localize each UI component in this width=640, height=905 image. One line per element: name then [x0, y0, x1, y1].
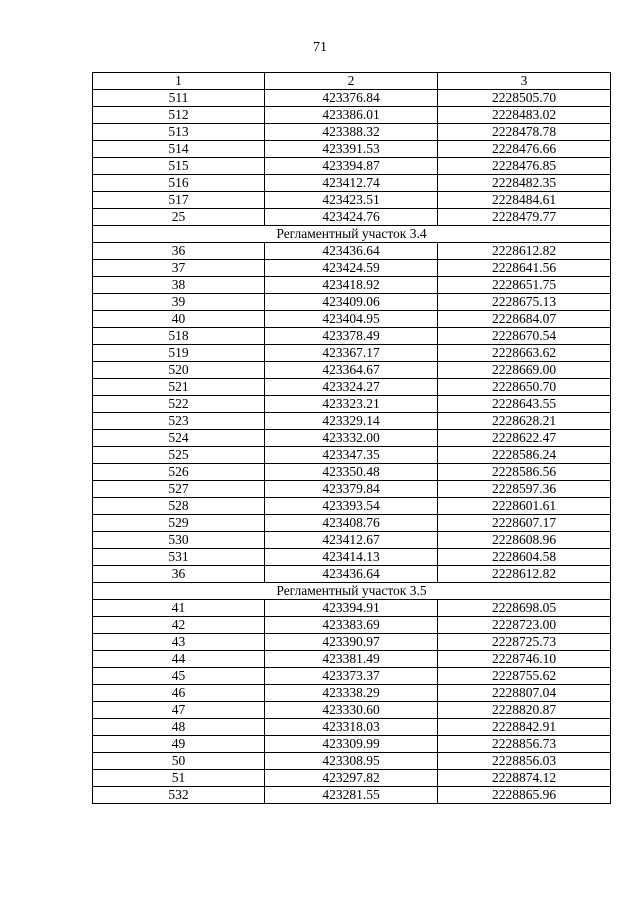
x-coordinate-cell: 423297.82 — [265, 770, 438, 787]
point-number-cell: 50 — [93, 753, 265, 770]
x-coordinate-cell: 423378.49 — [265, 328, 438, 345]
table-header-row — [93, 73, 611, 90]
x-coordinate-cell: 423332.00 — [265, 430, 438, 447]
x-coordinate-cell: 423423.51 — [265, 192, 438, 209]
point-number-cell: 529 — [93, 515, 265, 532]
point-number-cell: 522 — [93, 396, 265, 413]
y-coordinate-cell: 2228856.73 — [438, 736, 611, 753]
y-coordinate-cell: 2228612.82 — [438, 243, 611, 260]
y-coordinate-cell: 2228612.82 — [438, 566, 611, 583]
table-row — [93, 498, 611, 515]
x-coordinate-cell: 423393.54 — [265, 498, 438, 515]
point-number-cell: 47 — [93, 702, 265, 719]
table-row — [93, 617, 611, 634]
x-coordinate-cell: 423408.76 — [265, 515, 438, 532]
x-coordinate-cell: 423424.76 — [265, 209, 438, 226]
table-row — [93, 753, 611, 770]
table-row — [93, 719, 611, 736]
table-row — [93, 379, 611, 396]
x-coordinate-cell: 423329.14 — [265, 413, 438, 430]
table-row — [93, 277, 611, 294]
y-coordinate-cell: 2228586.24 — [438, 447, 611, 464]
y-coordinate-cell: 2228607.17 — [438, 515, 611, 532]
x-coordinate-cell: 423373.37 — [265, 668, 438, 685]
table-row — [93, 685, 611, 702]
x-coordinate-cell: 423379.84 — [265, 481, 438, 498]
table-row — [93, 651, 611, 668]
point-number-cell: 43 — [93, 634, 265, 651]
x-coordinate-cell: 423323.21 — [265, 396, 438, 413]
point-number-cell: 25 — [93, 209, 265, 226]
x-coordinate-cell: 423308.95 — [265, 753, 438, 770]
x-coordinate-cell: 423364.67 — [265, 362, 438, 379]
table-row — [93, 447, 611, 464]
point-number-cell: 528 — [93, 498, 265, 515]
y-coordinate-cell: 2228484.61 — [438, 192, 611, 209]
point-number-cell: 521 — [93, 379, 265, 396]
table-row — [93, 787, 611, 804]
point-number-cell: 36 — [93, 243, 265, 260]
header-cell-y: 3 — [438, 73, 611, 90]
table-row — [93, 668, 611, 685]
point-number-cell: 520 — [93, 362, 265, 379]
point-number-cell: 38 — [93, 277, 265, 294]
y-coordinate-cell: 2228723.00 — [438, 617, 611, 634]
x-coordinate-cell: 423409.06 — [265, 294, 438, 311]
x-coordinate-cell: 423338.29 — [265, 685, 438, 702]
header-cell-point: 1 — [93, 73, 265, 90]
point-number-cell: 515 — [93, 158, 265, 175]
y-coordinate-cell: 2228807.04 — [438, 685, 611, 702]
table-row — [93, 311, 611, 328]
x-coordinate-cell: 423404.95 — [265, 311, 438, 328]
table-row — [93, 260, 611, 277]
table-row — [93, 175, 611, 192]
section-header-row — [93, 583, 611, 600]
table-row — [93, 362, 611, 379]
table-row — [93, 141, 611, 158]
point-number-cell: 36 — [93, 566, 265, 583]
y-coordinate-cell: 2228476.85 — [438, 158, 611, 175]
x-coordinate-cell: 423390.97 — [265, 634, 438, 651]
x-coordinate-cell: 423418.92 — [265, 277, 438, 294]
x-coordinate-cell: 423436.64 — [265, 243, 438, 260]
y-coordinate-cell: 2228874.12 — [438, 770, 611, 787]
y-coordinate-cell: 2228698.05 — [438, 600, 611, 617]
table-row — [93, 396, 611, 413]
section-title: Регламентный участок 3.4 — [93, 226, 611, 243]
x-coordinate-cell: 423350.48 — [265, 464, 438, 481]
y-coordinate-cell: 2228651.75 — [438, 277, 611, 294]
x-coordinate-cell: 423281.55 — [265, 787, 438, 804]
y-coordinate-cell: 2228628.21 — [438, 413, 611, 430]
point-number-cell: 42 — [93, 617, 265, 634]
x-coordinate-cell: 423381.49 — [265, 651, 438, 668]
table-row — [93, 532, 611, 549]
table-row — [93, 294, 611, 311]
coordinates-table — [92, 72, 611, 804]
y-coordinate-cell: 2228643.55 — [438, 396, 611, 413]
y-coordinate-cell: 2228755.62 — [438, 668, 611, 685]
y-coordinate-cell: 2228820.87 — [438, 702, 611, 719]
x-coordinate-cell: 423414.13 — [265, 549, 438, 566]
section-header-row — [93, 226, 611, 243]
page-number: 71 — [313, 40, 327, 55]
y-coordinate-cell: 2228650.70 — [438, 379, 611, 396]
y-coordinate-cell: 2228601.61 — [438, 498, 611, 515]
y-coordinate-cell: 2228865.96 — [438, 787, 611, 804]
point-number-cell: 39 — [93, 294, 265, 311]
y-coordinate-cell: 2228641.56 — [438, 260, 611, 277]
x-coordinate-cell: 423412.67 — [265, 532, 438, 549]
point-number-cell: 45 — [93, 668, 265, 685]
x-coordinate-cell: 423388.32 — [265, 124, 438, 141]
point-number-cell: 513 — [93, 124, 265, 141]
point-number-cell: 527 — [93, 481, 265, 498]
table-row — [93, 634, 611, 651]
table-row — [93, 464, 611, 481]
x-coordinate-cell: 423436.64 — [265, 566, 438, 583]
point-number-cell: 518 — [93, 328, 265, 345]
table-body — [93, 90, 611, 804]
table-row — [93, 209, 611, 226]
y-coordinate-cell: 2228597.36 — [438, 481, 611, 498]
x-coordinate-cell: 423330.60 — [265, 702, 438, 719]
y-coordinate-cell: 2228675.13 — [438, 294, 611, 311]
y-coordinate-cell: 2228725.73 — [438, 634, 611, 651]
y-coordinate-cell: 2228586.56 — [438, 464, 611, 481]
point-number-cell: 514 — [93, 141, 265, 158]
y-coordinate-cell: 2228746.10 — [438, 651, 611, 668]
y-coordinate-cell: 2228856.03 — [438, 753, 611, 770]
point-number-cell: 523 — [93, 413, 265, 430]
x-coordinate-cell: 423318.03 — [265, 719, 438, 736]
header-cell-x: 2 — [265, 73, 438, 90]
x-coordinate-cell: 423309.99 — [265, 736, 438, 753]
y-coordinate-cell: 2228670.54 — [438, 328, 611, 345]
table-row — [93, 549, 611, 566]
y-coordinate-cell: 2228622.47 — [438, 430, 611, 447]
point-number-cell: 41 — [93, 600, 265, 617]
x-coordinate-cell: 423383.69 — [265, 617, 438, 634]
table-row — [93, 107, 611, 124]
y-coordinate-cell: 2228483.02 — [438, 107, 611, 124]
table-row — [93, 158, 611, 175]
point-number-cell: 44 — [93, 651, 265, 668]
x-coordinate-cell: 423412.74 — [265, 175, 438, 192]
table-row — [93, 481, 611, 498]
x-coordinate-cell: 423394.91 — [265, 600, 438, 617]
y-coordinate-cell: 2228669.00 — [438, 362, 611, 379]
point-number-cell: 531 — [93, 549, 265, 566]
x-coordinate-cell: 423391.53 — [265, 141, 438, 158]
table-row — [93, 600, 611, 617]
y-coordinate-cell: 2228842.91 — [438, 719, 611, 736]
point-number-cell: 525 — [93, 447, 265, 464]
table-row — [93, 430, 611, 447]
table-row — [93, 770, 611, 787]
point-number-cell: 530 — [93, 532, 265, 549]
table-row — [93, 566, 611, 583]
table-row — [93, 736, 611, 753]
y-coordinate-cell: 2228478.78 — [438, 124, 611, 141]
table-row — [93, 328, 611, 345]
point-number-cell: 516 — [93, 175, 265, 192]
x-coordinate-cell: 423424.59 — [265, 260, 438, 277]
point-number-cell: 37 — [93, 260, 265, 277]
point-number-cell: 532 — [93, 787, 265, 804]
x-coordinate-cell: 423347.35 — [265, 447, 438, 464]
y-coordinate-cell: 2228663.62 — [438, 345, 611, 362]
table-row — [93, 413, 611, 430]
x-coordinate-cell: 423324.27 — [265, 379, 438, 396]
x-coordinate-cell: 423367.17 — [265, 345, 438, 362]
y-coordinate-cell: 2228479.77 — [438, 209, 611, 226]
y-coordinate-cell: 2228476.66 — [438, 141, 611, 158]
y-coordinate-cell: 2228505.70 — [438, 90, 611, 107]
x-coordinate-cell: 423394.87 — [265, 158, 438, 175]
x-coordinate-cell: 423386.01 — [265, 107, 438, 124]
table-row — [93, 243, 611, 260]
point-number-cell: 48 — [93, 719, 265, 736]
table-row — [93, 702, 611, 719]
y-coordinate-cell: 2228604.58 — [438, 549, 611, 566]
point-number-cell: 526 — [93, 464, 265, 481]
table-row — [93, 124, 611, 141]
x-coordinate-cell: 423376.84 — [265, 90, 438, 107]
point-number-cell: 51 — [93, 770, 265, 787]
table-row — [93, 90, 611, 107]
table-row — [93, 515, 611, 532]
table-row — [93, 192, 611, 209]
point-number-cell: 517 — [93, 192, 265, 209]
point-number-cell: 519 — [93, 345, 265, 362]
point-number-cell: 512 — [93, 107, 265, 124]
y-coordinate-cell: 2228684.07 — [438, 311, 611, 328]
point-number-cell: 40 — [93, 311, 265, 328]
point-number-cell: 49 — [93, 736, 265, 753]
y-coordinate-cell: 2228482.35 — [438, 175, 611, 192]
point-number-cell: 511 — [93, 90, 265, 107]
table-row — [93, 345, 611, 362]
section-title: Регламентный участок 3.5 — [93, 583, 611, 600]
point-number-cell: 524 — [93, 430, 265, 447]
point-number-cell: 46 — [93, 685, 265, 702]
y-coordinate-cell: 2228608.96 — [438, 532, 611, 549]
